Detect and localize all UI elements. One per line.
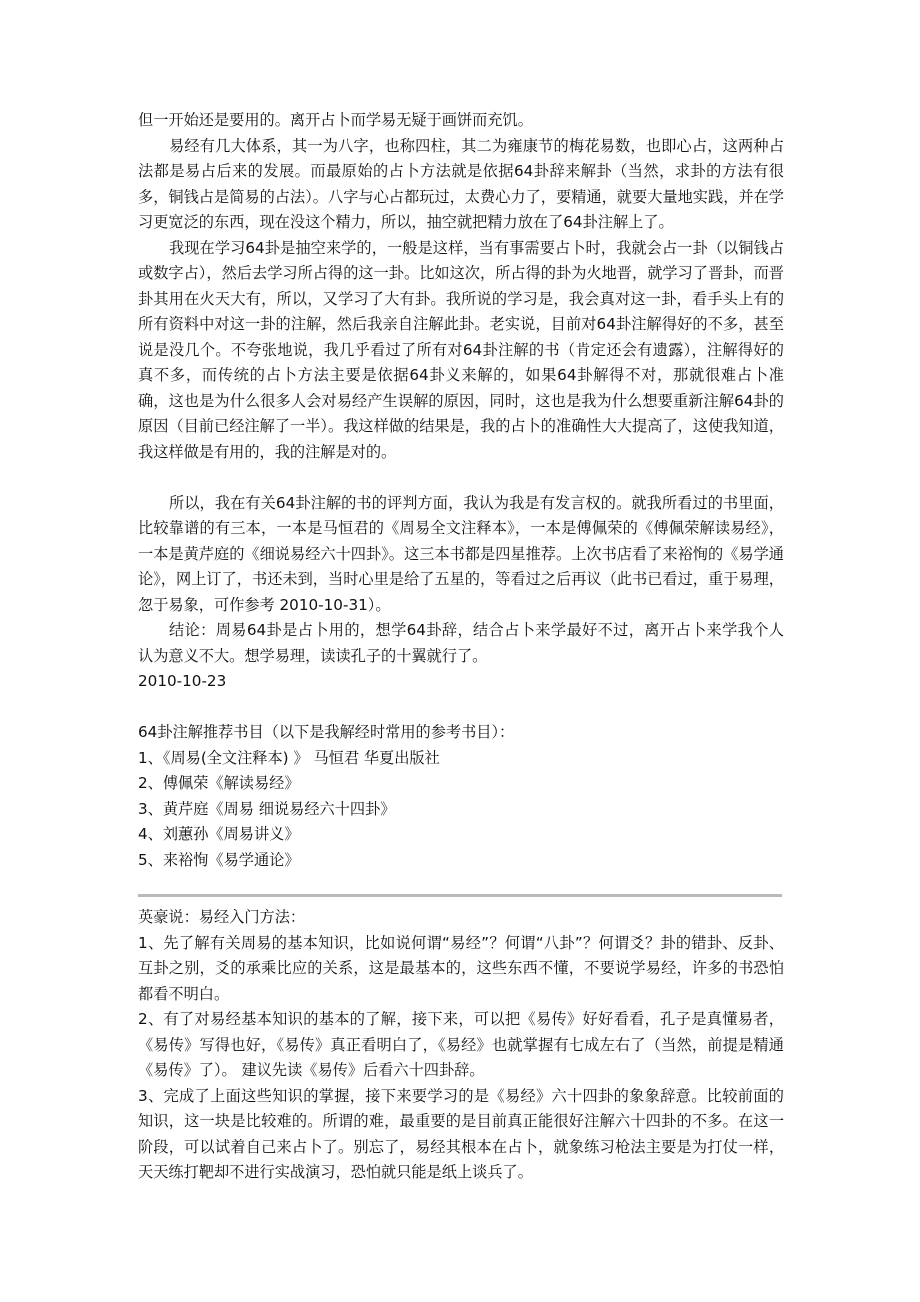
- booklist-item: 5、来裕恂《易学通论》: [138, 850, 300, 869]
- booklist-item: 2、傅佩荣《解读易经》: [138, 774, 300, 792]
- method-item: 2、有了对易经基本知识的基本的了解，接下来，可以把《易传》好好看看，孔子是真懂易者，《易传》写得也好，《易传》真正看明白了，《易经》也就掌握有七成左右了（当然，前提是精通《易传》了）。 建议先读《易传》后看六十四卦辞。: [138, 1010, 784, 1079]
- method-section: [138, 905, 784, 1186]
- method-item: 1、先了解有关周易的基本知识，比如说何谓“易经”？何谓“八卦”？何谓爻？卦的错卦、反卦、互卦之别，爻的承乘比应的关系，这是最基本的，这些东西不懂，不要说学易经，许多的书恐怕都看不明白。: [138, 933, 784, 1003]
- booklist-item: 1、《周易(全文注释本) 》 马恒君 华夏出版社: [138, 748, 440, 767]
- paragraph-2: 我现在学习64卦是抽空来学的，一般是这样，当有事需要占卜时，我就会占一卦（以铜钱占或数字占），然后去学习所占得的这一卦。比如这次，所占得的卦为火地晋，就学习了晋卦，而晋卦其用在火天大有，所以，又学习了大有卦。我所说的学习是，我会真对这一卦，看手头上有的所有资料中对这一卦的注解，然后我亲自注解此卦。老实说，目前对64卦注解得好的不多，甚至说是没几个。不夸张地说，我几乎看过了所有对64卦注解的书（肯定还会有遗露），注解得好的真不多，而传统的占卜方法主要是依据64卦义来解的，如果64卦解得不对，那就很难占卜准确，这也是为什么很多人会对易经产生误解的原因，同时，这也是我为什么想要重新注解64卦的原因（目前已经注解了一半）。我这样做的结果是，我的占卜的准确性大大提高了，这使我知道，我这样做是有用的，我的注解是对的。: [138, 238, 784, 461]
- article-body: [138, 108, 784, 873]
- method-item: 3、完成了上面这些知识的掌握，接下来要学习的是《易经》六十四卦的象象辞意。比较前面的知识，这一块是比较难的。所谓的难，最重要的是目前真正能很好注解六十四卦的不多。在这一阶段，可以试着自己来占卜了。别忘了，易经其根本在占卜，就象练习枪法主要是为打仗一样，天天练打靶却不进行实战演习，恐怕就只能是纸上谈兵了。: [138, 1086, 784, 1181]
- section-divider: [138, 894, 782, 897]
- paragraph-0: 但一开始还是要用的。离开占卜而学易无疑于画饼而充饥。: [138, 111, 533, 129]
- paragraph-4: 结论：周易64卦是占卜用的，想学64卦辞，结合占卜来学最好不过，离开占卜来学我个人认为意义不大。想学易理，读读孔子的十翼就行了。: [138, 621, 784, 665]
- booklist-heading: 64卦注解推荐书目（以下是我解经时常用的参考书目）：: [138, 723, 515, 741]
- article-date: 2010-10-23: [138, 672, 227, 690]
- paragraph-1: 易经有几大体系，其一为八字，也称四柱，其二为雍康节的梅花易数，也即心占，这两种占法都是易占后来的发展。而最原始的占卜方法就是依据64卦辞来解卦（当然，求卦的方法有很多，铜钱占是简易的占法）。八字与心占都玩过，太费心力了，要精通，就要大量地实践，并在学习更宽泛的东西，现在没这个精力，所以，抽空就把精力放在了64卦注解上了。: [138, 136, 784, 231]
- booklist-item: 3、黄芹庭《周易 细说易经六十四卦》: [138, 799, 396, 818]
- method-title: 英豪说：易经入门方法：: [138, 908, 306, 926]
- booklist-item: 4、刘蕙孙《周易讲义》: [138, 825, 300, 843]
- paragraph-3: 所以，我在有关64卦注解的书的评判方面，我认为我是有发言权的。就我所看过的书里面，比较靠谱的有三本，一本是马恒君的《周易全文注释本》，一本是傅佩荣的《傅佩荣解读易经》，一本是黄芹庭的《细说易经六十四卦》。这三本书都是四星推荐。上次书店看了来裕恂的《易学通论》，网上订了，书还未到，当时心里是给了五星的，等看过之后再议（此书已看过，重于易理，忽于易象，可作参考 2010-10-31）。: [138, 493, 784, 614]
